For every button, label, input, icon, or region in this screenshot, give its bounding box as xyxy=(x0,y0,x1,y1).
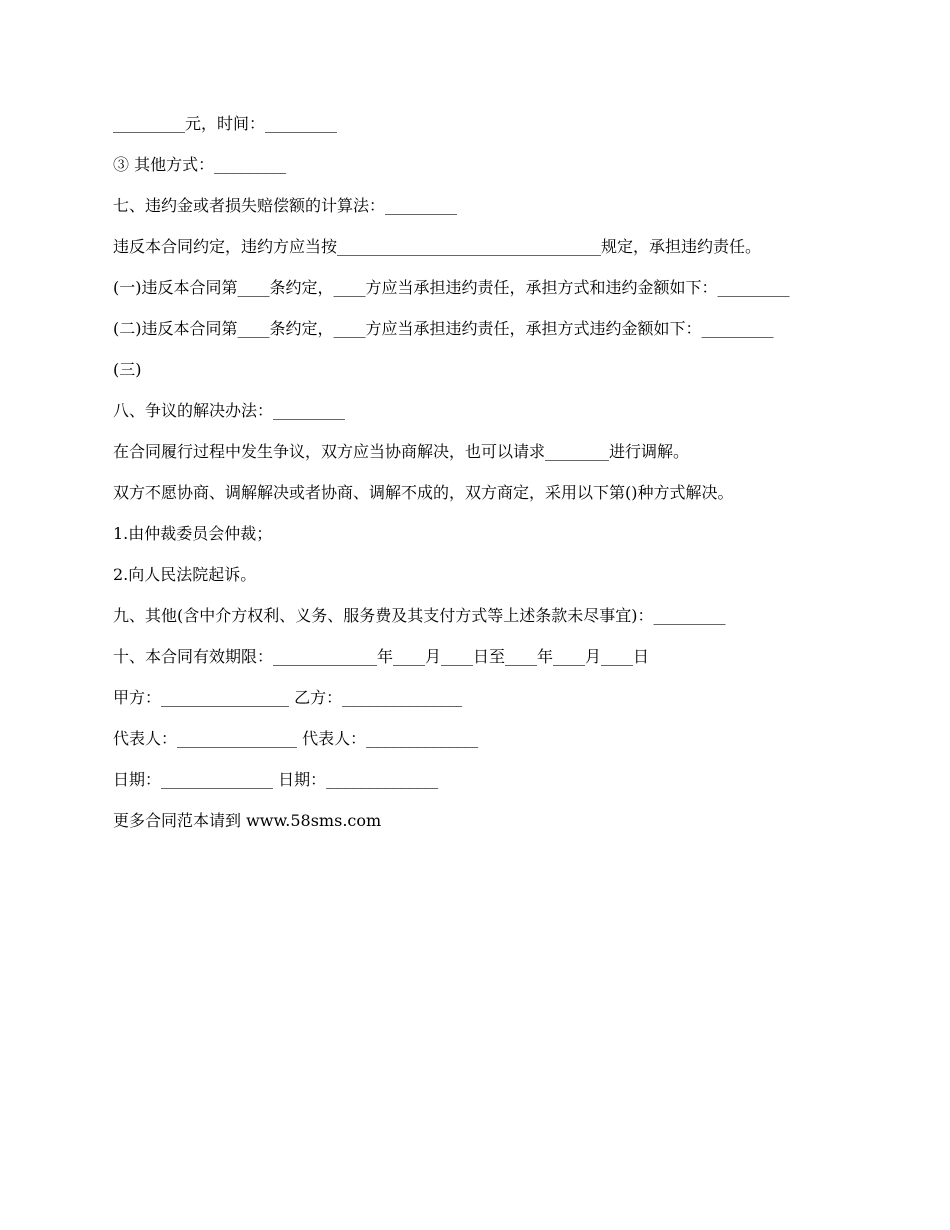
breach-clause-1: (一)违反本合同第____条约定，____方应当承担违约责任，承担方式和违约金额如下：_________ xyxy=(113,278,790,297)
representative-signature-line: 代表人：_______________ 代表人：______________ xyxy=(113,729,479,748)
arbitration-option: 1.由仲裁委员会仲裁； xyxy=(113,524,273,543)
section-9-other: 九、其他(含中介方权利、义务、服务费及其支付方式等上述条款未尽事宜)：_________ xyxy=(113,606,726,625)
dispute-mediation-clause: 在合同履行过程中发生争议，双方应当协商解决，也可以请求________进行调解。 xyxy=(113,442,690,461)
breach-clause-3: (三) xyxy=(113,360,142,379)
section-10-validity-period: 十、本合同有效期限：_____________年____月____日至____年____月____日 xyxy=(113,647,650,666)
dispute-resolution-choice: 双方不愿协商、调解解决或者协商、调解不成的，双方商定，采用以下第()种方式解决。 xyxy=(113,483,734,502)
party-signature-line: 甲方：________________ 乙方：_______________ xyxy=(113,688,463,707)
footer-website-note: 更多合同范本请到 www.58sms.com xyxy=(113,811,382,830)
other-payment-method-line: ③ 其他方式：_________ xyxy=(113,155,287,174)
document-page xyxy=(113,112,835,850)
breach-clause-2: (二)违反本合同第____条约定，____方应当承担违约责任，承担方式违约金额如下：_________ xyxy=(113,319,774,338)
section-7-heading: 七、违约金或者损失赔偿额的计算法：_________ xyxy=(113,196,458,215)
payment-amount-time-line: _________元，时间：_________ xyxy=(113,114,338,133)
breach-general-clause: 违反本合同约定，违约方应当按_________________________________规定，承担违约责任。 xyxy=(113,237,762,256)
section-8-heading: 八、争议的解决办法：_________ xyxy=(113,401,346,420)
court-option: 2.向人民法院起诉。 xyxy=(113,565,257,584)
date-signature-line: 日期：______________ 日期：______________ xyxy=(113,770,439,789)
